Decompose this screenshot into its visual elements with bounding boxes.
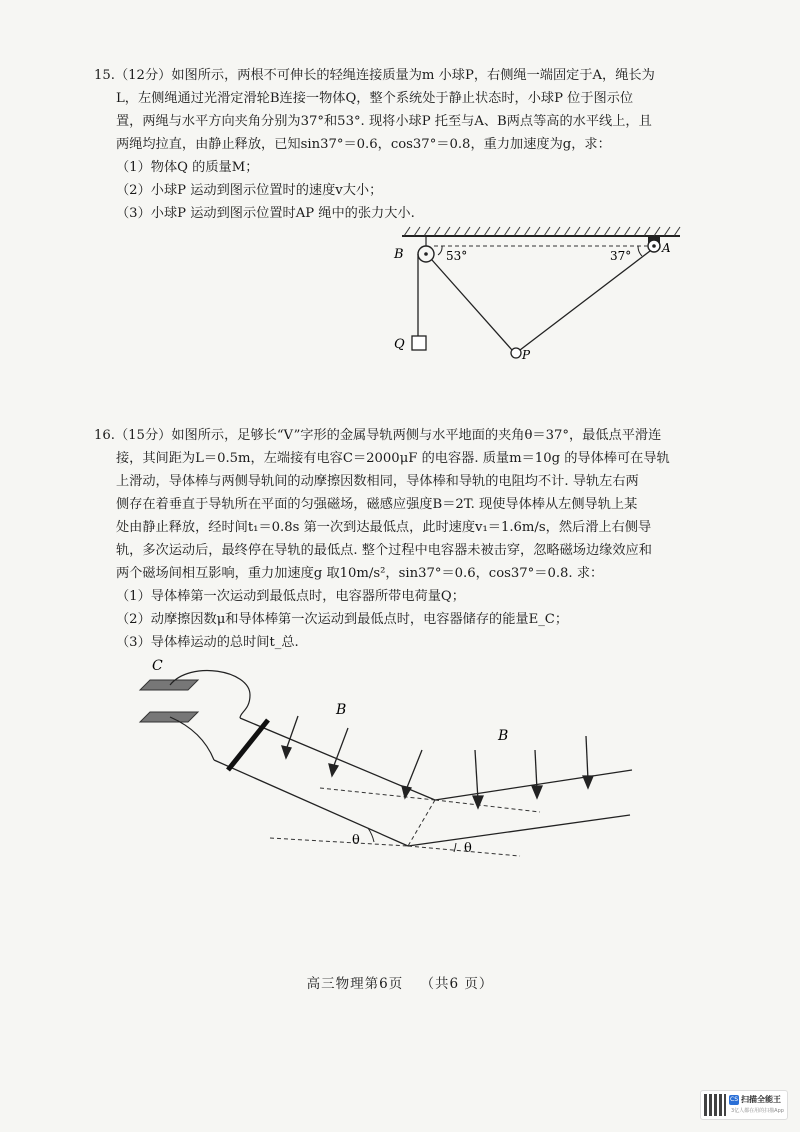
label-q: Q bbox=[394, 337, 405, 352]
figure-16-v-rail-diagram bbox=[130, 650, 650, 870]
problem-15-line: 15.（12分）如图所示，两根不可伸长的轻绳连接质量为m 小球P，右侧绳一端固定于A，绳长为 bbox=[94, 68, 655, 83]
label-b-left: B bbox=[336, 702, 347, 718]
cs-logo: CS bbox=[730, 1096, 738, 1103]
problem-16 bbox=[94, 424, 714, 654]
footer-page: 高三物理第6页 bbox=[306, 976, 404, 992]
problem-16-question-2: （2）动摩擦因数μ和导体棒第一次运动到最低点时，电容器储存的能量E_C； bbox=[116, 612, 569, 627]
footer-total: （共6 页） bbox=[420, 976, 494, 992]
angle-37: 37° bbox=[610, 249, 632, 263]
scanner-app-name: 扫描全能王 bbox=[741, 1095, 781, 1104]
scanner-tagline: 3亿人都在用的扫描App bbox=[731, 1108, 784, 1114]
label-p: P bbox=[522, 348, 531, 362]
problem-16-line: 轨，多次运动后，最终停在导轨的最低点. 整个过程中电容器未被击穿，忽略磁场边缘效应和 bbox=[116, 543, 652, 558]
problem-16-question-1: （1）导体棒第一次运动到最低点时，电容器所带电荷量Q； bbox=[116, 589, 465, 604]
label-c: C bbox=[152, 658, 163, 674]
label-theta-right: θ bbox=[464, 841, 472, 856]
problem-15-question-3: （3）小球P 运动到图示位置时AP 绳中的张力大小. bbox=[116, 206, 415, 221]
scanner-watermark bbox=[700, 1090, 788, 1120]
problem-15-question-2: （2）小球P 运动到图示位置时的速度v大小； bbox=[116, 183, 383, 198]
problem-16-line: 侧存在着垂直于导轨所在平面的匀强磁场，磁感应强度B＝2T. 现使导体棒从左侧导轨上某 bbox=[116, 497, 638, 512]
problem-15-line: L，左侧绳通过光滑定滑轮B连接一物体Q，整个系统处于静止状态时，小球P 位于图示位 bbox=[116, 91, 634, 106]
page-footer bbox=[0, 972, 800, 992]
qr-code-icon bbox=[704, 1094, 726, 1116]
problem-16-line: 接，其间距为L＝0.5m，左端接有电容C＝2000μF 的电容器. 质量m＝10g 的导体棒可在导轨 bbox=[116, 451, 670, 466]
problem-16-line: 16.（15分）如图所示，足够长“V”字形的金属导轨两侧与水平地面的夹角θ＝37°，最低点平滑连 bbox=[94, 428, 662, 443]
problem-15-line: 置，两绳与水平方向夹角分别为37°和53°. 现将小球P 托至与A、B两点等高的水平线上，且 bbox=[116, 114, 652, 129]
label-b-right: B bbox=[498, 728, 509, 744]
problem-16-line: 上滑动，导体棒与两侧导轨间的动摩擦因数相同，导体棒和导轨的电阻均不计. 导轨左右两 bbox=[116, 474, 639, 489]
figure-15-pulley-diagram bbox=[380, 224, 700, 374]
angle-53: 53° bbox=[446, 249, 468, 263]
problem-15-line: 两绳均拉直，由静止释放，已知sin37°＝0.6，cos37°＝0.8，重力加速度为g，求： bbox=[116, 137, 611, 152]
problem-15 bbox=[94, 64, 714, 225]
label-theta-left: θ bbox=[352, 833, 360, 848]
label-b: B bbox=[394, 247, 404, 262]
label-a: A bbox=[662, 241, 671, 255]
problem-16-question-3: （3）导体棒运动的总时间t_总. bbox=[116, 635, 299, 650]
problem-16-line: 两个磁场间相互影响，重力加速度g 取10m/s²，sin37°＝0.6，cos37°＝0.8. 求： bbox=[116, 566, 604, 581]
problem-16-line: 处由静止释放，经时间t₁＝0.8s 第一次到达最低点，此时速度v₁＝1.6m/s，然后滑上右侧导 bbox=[116, 520, 652, 535]
problem-15-question-1: （1）物体Q 的质量M； bbox=[116, 160, 259, 175]
